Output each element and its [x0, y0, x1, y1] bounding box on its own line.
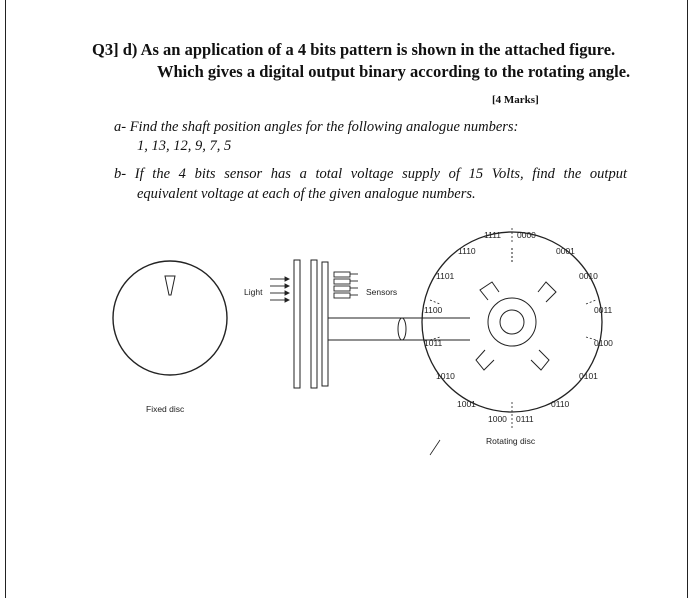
code-label: 0000	[517, 230, 536, 240]
fixed-disc-label: Fixed disc	[146, 404, 185, 414]
code-label: 0100	[594, 338, 613, 348]
rotating-disc	[422, 228, 602, 455]
part-a-question: a- Find the shaft position angles for the following analogue numbers:	[114, 119, 519, 135]
code-label: 1010	[436, 371, 455, 381]
part-b-question: b- If the 4 bits sensor has a total voltage supply of 15 Volts, find the output	[114, 166, 627, 182]
code-label: 1000	[488, 414, 507, 424]
fixed-disc	[113, 261, 227, 375]
code-labels	[424, 230, 613, 424]
sensor-array	[334, 272, 358, 298]
code-label: 1001	[457, 399, 476, 409]
grating-plates	[294, 260, 328, 388]
code-label: 1110	[458, 246, 476, 256]
light-label: Light	[244, 287, 263, 297]
code-label: 1111	[484, 230, 502, 240]
code-label: 0111	[516, 414, 534, 424]
rotating-disc-label: Rotating disc	[486, 436, 536, 446]
code-label: 0010	[579, 271, 598, 281]
question-subtitle: Which gives a digital output binary according to the rotating angle.	[157, 62, 631, 81]
code-label: 0101	[579, 371, 598, 381]
light-arrows	[270, 277, 289, 302]
code-label: 0110	[551, 399, 570, 409]
part-a-numbers: 1, 13, 12, 9, 7, 5	[137, 138, 232, 154]
marks-label: [4 Marks]	[492, 94, 539, 106]
code-label: 1011	[424, 338, 443, 348]
code-label: 1100	[424, 305, 443, 315]
question-title: Q3] d) As an application of a 4 bits pattern is shown in the attached figure.	[92, 40, 616, 59]
code-label: 1101	[436, 271, 455, 281]
sensors-label: Sensors	[366, 287, 398, 297]
code-label: 0001	[556, 246, 575, 256]
shaft	[328, 318, 470, 340]
part-b-question-cont: equivalent voltage at each of the given analogue numbers.	[137, 186, 476, 202]
code-label: 0011	[594, 305, 613, 315]
